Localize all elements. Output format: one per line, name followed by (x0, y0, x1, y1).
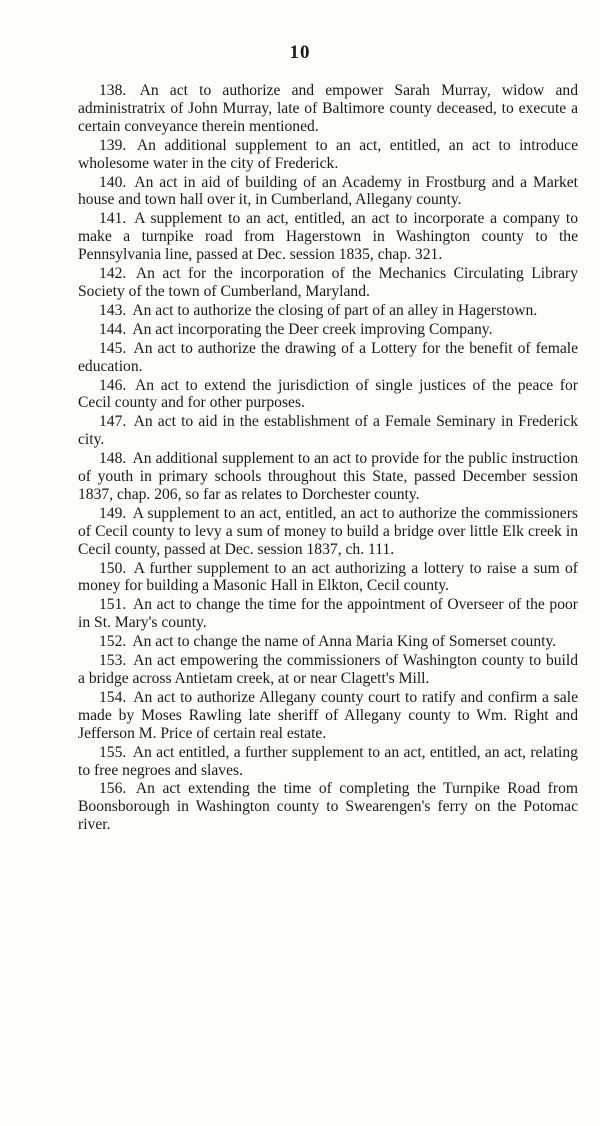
act-text: A supplement to an act, entitled, an act to authorize the commissioners of Cecil county to levy a sum of money to build a bridge over little Elk creek in Cecil county, passed at Dec. session 1837, ch. 111. (78, 504, 578, 558)
page-number: 10 (289, 42, 311, 63)
act-text: An act entitled, a further supplement to an act, entitled, an act, relating to free negroes and slaves. (78, 743, 578, 779)
act-number: 152. (99, 633, 127, 651)
act-number: 154. (99, 688, 127, 706)
act-text: An act to authorize the closing of part of an alley in Hagerstown. (132, 301, 538, 319)
act-number: 153. (99, 652, 127, 670)
act-number: 147. (99, 413, 127, 431)
act-number: 144. (99, 320, 127, 338)
act-text: An act to aid in the establishment of a Female Seminary in Frederick city. (78, 413, 578, 449)
act-number: 146. (99, 376, 127, 394)
act-entry-145 (78, 340, 578, 376)
act-entry-150 (78, 560, 578, 596)
act-number: 149. (99, 504, 127, 522)
act-number: 148. (99, 450, 127, 468)
act-text: An additional supplement to an act, entitled, an act to introduce wholesome water in the city of Frederick. (78, 136, 578, 172)
act-entry-147 (78, 413, 578, 449)
act-number: 143. (99, 301, 127, 319)
act-number: 138. (99, 82, 127, 99)
act-text: An act incorporating the Deer creek improving Company. (132, 320, 493, 338)
act-text: An act to authorize and empower Sarah Murray, widow and administratrix of John Murray, late of Baltimore county deceased, to execute a certain conveyance therein mentioned. (78, 82, 578, 135)
act-entry-144 (78, 321, 578, 339)
acts-list (78, 82, 578, 835)
act-entry-152 (78, 633, 578, 651)
act-text: An act to change the name of Anna Maria King of Somerset county. (132, 633, 557, 651)
act-text: An additional supplement to an act to provide for the public instruction of youth in primary schools throughout this State, passed December session 1837, chap. 206, so far as relates to Dorchester county. (78, 450, 578, 503)
act-entry-139 (78, 137, 578, 173)
act-text: An act to authorize Allegany county court to ratify and confirm a sale made by Moses Rawling late sheriff of Allegany county to Wm. Right and Jefferson M. Price of certain real estate. (78, 688, 578, 742)
act-text: An act to change the time for the appointment of Overseer of the poor in St. Mary's county. (78, 596, 578, 632)
act-entry-148 (78, 450, 578, 504)
act-number: 140. (99, 173, 127, 191)
act-text: A further supplement to an act authorizing a lottery to raise a sum of money for building a Masonic Hall in Elkton, Cecil county. (78, 559, 578, 595)
act-text: An act in aid of building of an Academy in Frostburg and a Market house and town hall over it, in Cumberland, Allegany county. (78, 173, 578, 209)
act-entry-153 (78, 652, 578, 688)
act-number: 145. (99, 339, 127, 357)
act-text: An act to authorize the drawing of a Lottery for the benefit of female education. (78, 339, 578, 375)
act-entry-140 (78, 174, 578, 210)
act-entry-155 (78, 744, 578, 780)
act-number: 141. (99, 210, 127, 228)
act-entry-142 (78, 265, 578, 301)
act-entry-149 (78, 505, 578, 559)
act-entry-138 (78, 82, 578, 136)
act-number: 156. (99, 780, 127, 798)
act-entry-141 (78, 210, 578, 264)
act-number: 142. (99, 265, 127, 283)
act-text: An act empowering the commissioners of Washington county to build a bridge across Antietam creek, at or near Clagett's Mill. (78, 652, 579, 687)
act-number: 139. (99, 136, 127, 154)
act-number: 151. (99, 596, 127, 614)
act-entry-156 (78, 780, 578, 834)
act-entry-146 (78, 377, 578, 413)
act-number: 150. (99, 559, 127, 577)
act-entry-143 (78, 302, 578, 320)
act-entry-151 (78, 596, 578, 632)
act-text: An act to extend the jurisdiction of single justices of the peace for Cecil county and for other purposes. (78, 376, 578, 412)
act-number: 155. (99, 743, 127, 761)
act-text: An act extending the time of completing the Turnpike Road from Boonsborough in Washington county to Swearengen's ferry on the Potomac river. (78, 780, 578, 834)
act-entry-154 (78, 689, 578, 743)
act-text: An act for the incorporation of the Mechanics Circulating Library Society of the town of Cumberland, Maryland. (78, 265, 578, 300)
act-text: A supplement to an act, entitled, an act to incorporate a company to make a turnpike road from Hagerstown in Washington county to the Pennsylvania line, passed at Dec. session 1835, chap. 321. (78, 210, 578, 264)
